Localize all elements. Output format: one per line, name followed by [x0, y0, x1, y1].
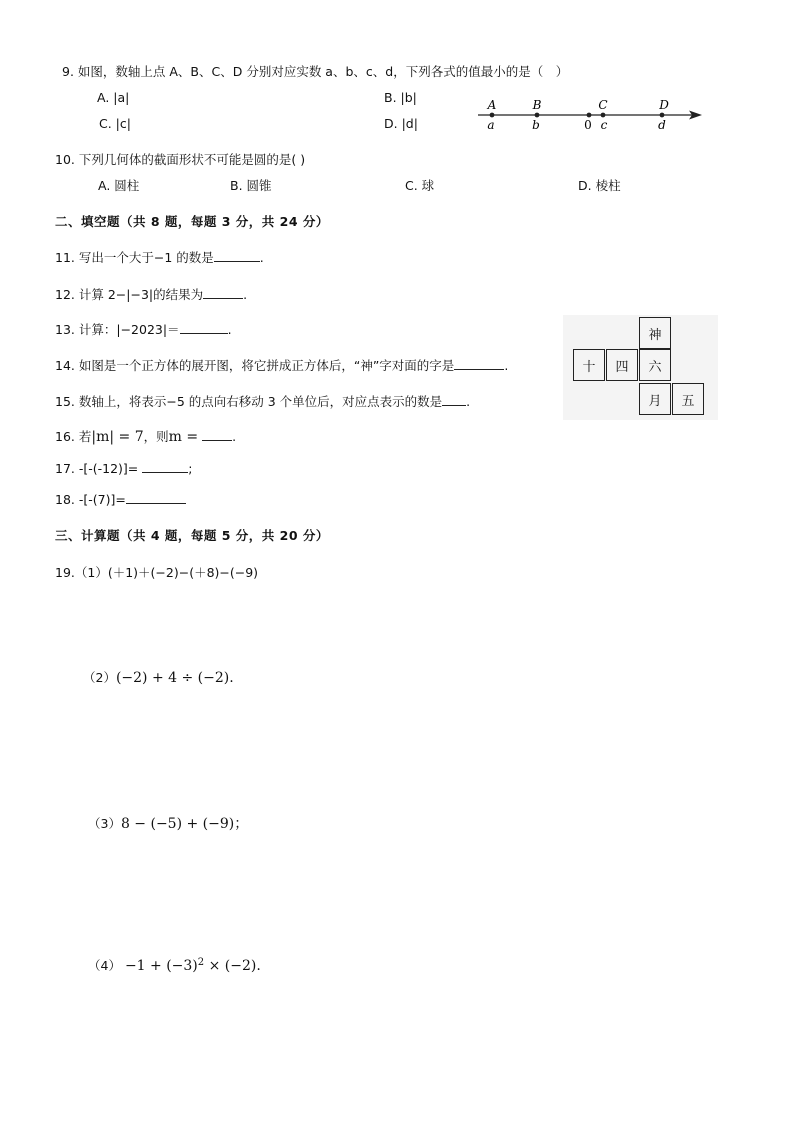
- q12-end: .: [243, 287, 248, 302]
- q13-text: 13. 计算：|−2023|＝: [55, 322, 180, 337]
- q9-number-line: [470, 95, 710, 135]
- q14-text: 14. 如图是一个正方体的展开图，将它拼成正方体后，“神”字对面的字是: [55, 358, 455, 373]
- q10-option-b: B. 圆锥: [230, 178, 272, 193]
- point-origin: [587, 113, 592, 118]
- q19-part4-expr-a: −1 + (−3): [124, 958, 198, 974]
- q18-blank: [126, 491, 186, 504]
- q11-end: .: [259, 250, 264, 265]
- cube-face-shen: 神: [639, 317, 671, 349]
- q13-blank: [180, 321, 228, 334]
- q19-part1: 19.（1）(＋1)＋(−2)−(＋8)−(−9): [55, 565, 259, 580]
- label-d: d: [658, 118, 666, 132]
- q16-mid: ，则: [143, 429, 169, 444]
- q15-end: .: [466, 394, 471, 409]
- q9-option-b: B. |b|: [384, 90, 417, 105]
- q10-option-c: C. 球: [405, 178, 435, 193]
- q17-text: 17. -[-(-12)]=: [55, 461, 143, 476]
- q12-text: 12. 计算 2−|−3|的结果为: [55, 287, 204, 302]
- cube-face-liu: 六: [639, 349, 671, 381]
- q11-blank: [214, 249, 260, 262]
- label-c: c: [600, 118, 608, 132]
- q18: [55, 491, 186, 507]
- q9-stem: 9. 如图，数轴上点 A、B、C、D 分别对应实数 a、b、c、d，下列各式的值最小的是（ ）: [62, 64, 569, 79]
- q18-text: 18. -[-(7)]=: [55, 492, 126, 507]
- q14: [55, 356, 508, 374]
- q19-part2-expr: (−2) + 4 ÷ (−2).: [115, 670, 234, 686]
- q17-end: ;: [188, 461, 193, 476]
- q15: [55, 392, 470, 410]
- point-b: [535, 113, 540, 118]
- q11: [55, 248, 264, 266]
- q19-part2-label: （2）: [83, 670, 116, 685]
- cube-face-shi: 十: [573, 349, 605, 381]
- q19-part3-label: （3）: [88, 816, 121, 831]
- point-d: [660, 113, 665, 118]
- q11-text: 11. 写出一个大于−1 的数是: [55, 250, 214, 265]
- q19-part4-label: （4）: [88, 958, 121, 973]
- q12-blank: [203, 286, 243, 299]
- q17-blank: [142, 460, 188, 473]
- q16-blank: [202, 428, 232, 441]
- q16-math-m: m =: [168, 429, 199, 445]
- q9-option-a: A. |a|: [97, 90, 130, 105]
- q15-blank: [442, 393, 466, 406]
- label-B: B: [532, 98, 542, 112]
- q10-option-d: D. 棱柱: [578, 178, 621, 193]
- q12: [55, 285, 247, 303]
- q13: [55, 320, 232, 338]
- cube-face-yue: 月: [639, 383, 671, 415]
- q9-option-c: C. |c|: [99, 116, 131, 131]
- section-fill-in-title: 二、填空题（共 8 题，每题 3 分，共 24 分）: [55, 214, 329, 229]
- q14-end: .: [504, 358, 509, 373]
- q19-part2: [83, 668, 234, 686]
- label-b: b: [532, 118, 540, 132]
- q10-option-a: A. 圆柱: [98, 178, 140, 193]
- q19-part4-exponent: 2: [197, 956, 205, 968]
- cube-face-si: 四: [606, 349, 638, 381]
- section-calc-title: 三、计算题（共 4 题，每题 5 分，共 20 分）: [55, 528, 329, 543]
- point-a: [490, 113, 495, 118]
- label-a: a: [487, 118, 495, 132]
- q16-math-abs: |m| = 7: [91, 429, 144, 445]
- q16-end: .: [232, 429, 237, 444]
- q19-part3-expr: 8 − (−5) + (−9)；: [120, 816, 249, 832]
- q19-part4: [88, 956, 261, 974]
- label-A: A: [487, 98, 497, 112]
- q15-text: 15. 数轴上，将表示−5 的点向右移动 3 个单位后，对应点表示的数是: [55, 394, 443, 409]
- q16-text: 16. 若: [55, 429, 92, 444]
- cube-face-wu: 五: [672, 383, 704, 415]
- q16: [55, 427, 236, 445]
- q14-blank: [454, 357, 504, 370]
- label-D: D: [659, 98, 669, 112]
- point-c: [601, 113, 606, 118]
- label-C: C: [598, 98, 608, 112]
- q19-part4-expr-b: × (−2).: [204, 958, 261, 974]
- label-zero: 0: [584, 118, 592, 132]
- q13-end: .: [227, 322, 232, 337]
- q17: [55, 460, 192, 476]
- q19-part3: [88, 813, 248, 833]
- q10-stem: 10. 下列几何体的截面形状不可能是圆的是( ): [55, 152, 306, 167]
- q9-option-d: D. |d|: [384, 116, 418, 131]
